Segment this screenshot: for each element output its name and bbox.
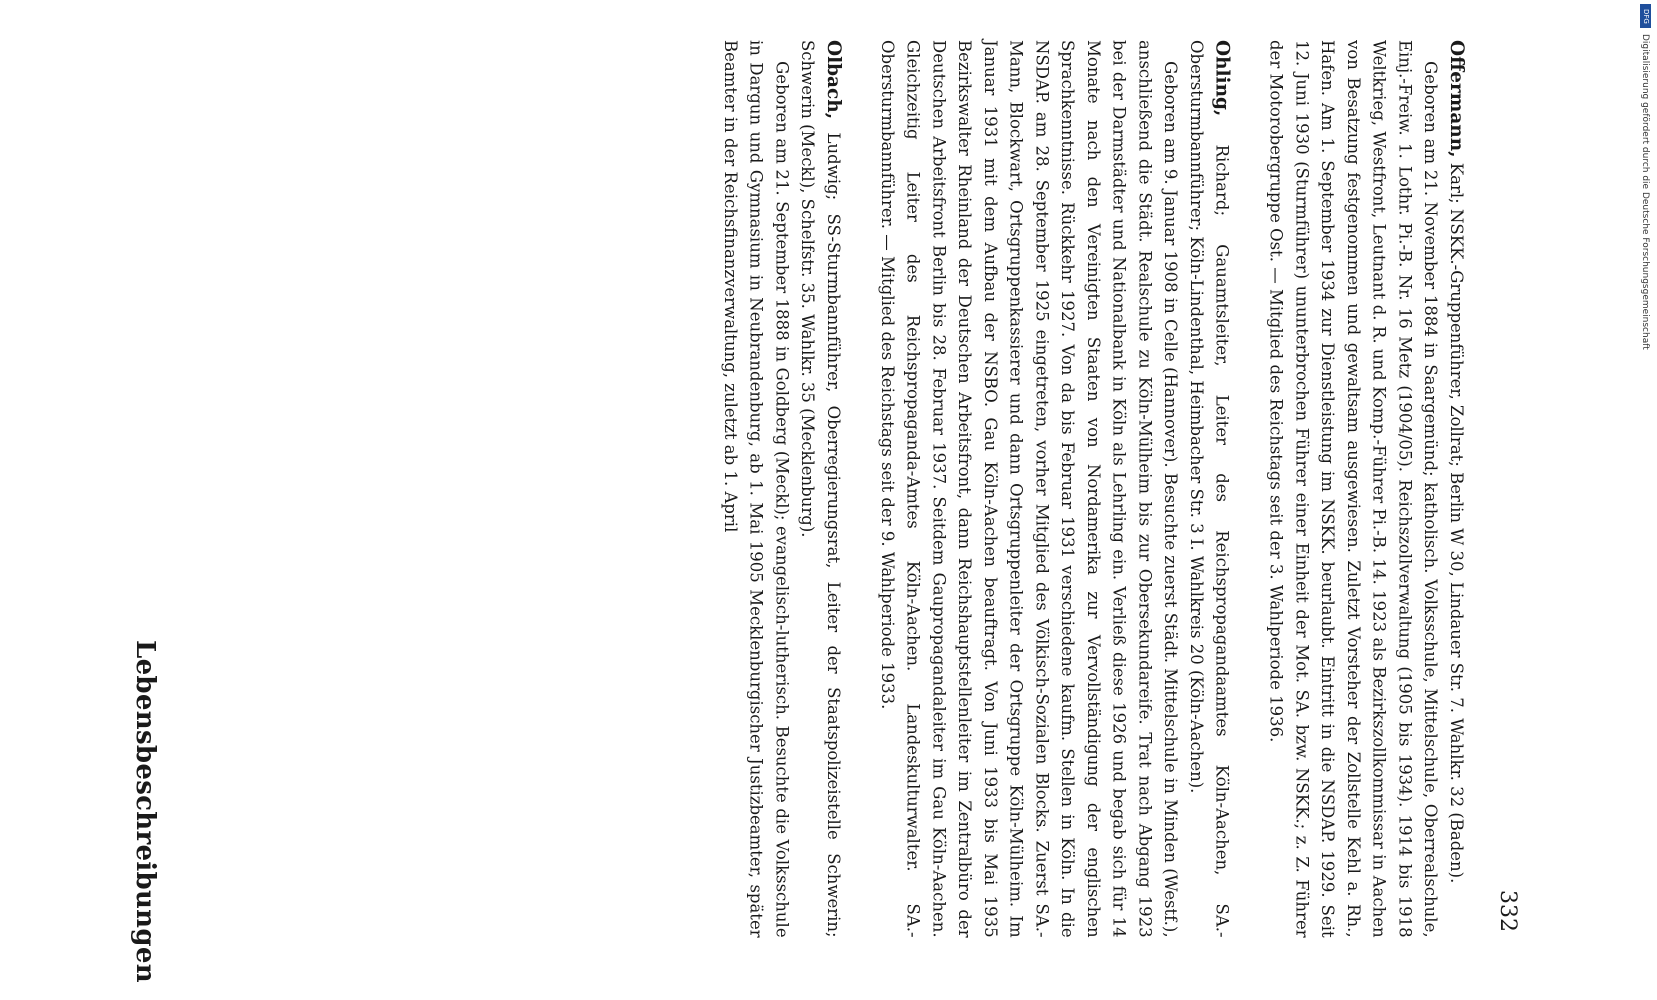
dfg-logo: DFG	[1640, 4, 1651, 28]
entry-header: Ludwig; SS-Sturmbannführer, Oberregierungsrat, Leiter der Staatspolizeistelle Schwerin; Schwerin (Meckl), Schelfstr. 35. Wahlkr. 35 (Mecklenburg).	[798, 40, 843, 938]
page-text	[546, 40, 1470, 938]
entry-header: Karl; NSKK.-Gruppenführer, Zollrat; Berlin W 30, Lindauer Str. 7. Wahlkr. 32 (Baden).	[1446, 162, 1467, 884]
entry-offermann	[690, 40, 1470, 938]
entry-name: Offermann,	[1446, 40, 1469, 158]
credit-text: Digitalisierung gefördert durch die Deutsche Forschungsgemeinschaft	[1640, 34, 1650, 350]
entry-header: Richard; Gauamtsleiter, Leiter des Reichspropagandaamtes Köln-Aachen, SA.-Obersturmbannführer; Köln-Lindenthal, Heimbacher Str. 3 I. Wahlkreis 20 (Köln-Aachen).	[1186, 40, 1232, 938]
entry-name: Ohling,	[1211, 40, 1234, 117]
entry-body: Geboren am 21. November 1884 in Saargemünd; katholisch. Volksschule, Mittelschule, Oberrealschule, Einj.-Freiw. 1. Lothr. Pi.-B. Nr. 16 Metz (1904/05). Reichszollverwaltung (1905 bis 1934). 1914 bis 1918 Weltkrieg, Westfront, Leutnant d. R. und Komp.-Führer Pi.-B. 14. 1923 als Bezirkszollkommissar in Aachen von Besatzung festgenommen und gewaltsam ausgewiesen. Zuletzt Vorsteher der Zollstelle Kehl a. Rh., Hafen. Am 1. September 1934 zur Dienstleistung im NSKK. beurlaubt. Eintritt in die NSDAP. 1929. Seit 12. Juni 1930 (Sturmführer) ununterbrochen Führer einer Einheit der Mot. SA. bzw. NSKK.; z. Z. Führer der Motorobergruppe Ost. — Mitglied des Reichstags seit der 3. Wahlperiode 1936.	[1266, 40, 1441, 938]
page-number: 332	[1495, 890, 1520, 932]
digitization-credit	[1640, 4, 1651, 414]
entry-body: Geboren am 9. Januar 1908 in Celle (Hannover). Besuchte zuerst Städt. Mittelschule in Minden (Westf.), anschließend die Städt. Realschule zu Köln-Mülheim bis zur Obersekundareife. Trat nach Abgang 1923 bei der Darmstädter und Nationalbank in Köln als Lehrling ein. Verließ diese 1926 und begab sich für 14 Monate nach den Vereinigten Staaten von Nordamerika zur Vervollständigung der englischen Sprachkenntnisse. Rückkehr 1927. Von da bis Februar 1931 verschiedene kaufm. Stellen in Köln. In die NSDAP. am 28. September 1925 eingetreten, vorher Mitglied des Völkisch-Sozialen Blocks. Zuerst SA.-Mann, Blockwart, Ortsgruppenkassierer und dann Ortsgruppenleiter der Ortsgruppe Köln-Mülheim. Im Januar 1931 mit dem Aufbau der NSBO. Gau Köln-Aachen beauftragt. Von Juni 1933 bis Mai 1935 Bezirkswalter Rheinland der Deutschen Arbeitsfront, dann Reichshauptstellenleiter im Zentralbüro der Deutschen Arbeitsfront Berlin bis 28. Februar 1937. Seitdem Gaupropagandaleiter im Gau Köln-Aachen. Gleichzeitig Leiter des Reichspropaganda-Amtes Köln-Aachen. Landeskulturwalter. SA.-Obersturmbannführer. — Mitglied des Reichstags seit der 9. Wahlperiode 1933.	[877, 40, 1181, 938]
entry-name: Olbach,	[823, 40, 845, 120]
entry-body: Geboren am 21. September 1888 in Goldberg (Meckl); evangelisch-lutherisch. Besuchte die Volksschule in Dargun und Gymnasium in Neubrandenburg, ab 1. Mai 1905 Mecklenburgischer Justizbeamter, später Beamter in der Reichsfinanzverwaltung, zuletzt ab 1. April	[720, 40, 792, 938]
running-head: Lebensbeschreibungen	[130, 640, 160, 983]
